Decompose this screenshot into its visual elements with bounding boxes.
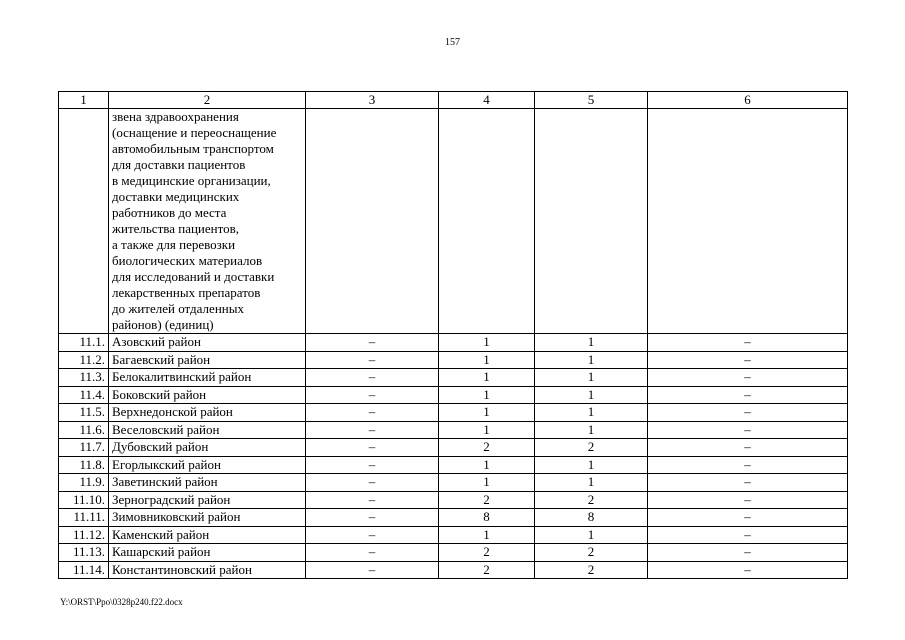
value-cell-col3: – [306, 404, 439, 422]
value-cell-col3: – [306, 369, 439, 387]
district-name-cell: Дубовский район [109, 439, 306, 457]
district-name-cell: Зерноградский район [109, 491, 306, 509]
value-cell-col6: – [648, 456, 848, 474]
value-cell-col5: 2 [535, 561, 648, 579]
description-empty-cell [535, 109, 648, 334]
district-name-cell: Азовский район [109, 334, 306, 352]
description-empty-cell [306, 109, 439, 334]
row-number-cell: 11.14. [59, 561, 109, 579]
value-cell-col5: 1 [535, 404, 648, 422]
description-line: до жителей отдаленных [112, 301, 244, 316]
value-cell-col6: – [648, 439, 848, 457]
table-row [59, 386, 848, 404]
row-number-cell: 11.11. [59, 509, 109, 527]
value-cell-col5: 1 [535, 351, 648, 369]
value-cell-col3: – [306, 439, 439, 457]
table-row [59, 404, 848, 422]
table-row [59, 334, 848, 352]
value-cell-col6: – [648, 369, 848, 387]
description-line: звена здравоохранения [112, 109, 239, 124]
value-cell-col6: – [648, 561, 848, 579]
description-line: (оснащение и переоснащение [112, 125, 277, 140]
district-name-cell: Егорлыкский район [109, 456, 306, 474]
table-row [59, 421, 848, 439]
value-cell-col3: – [306, 421, 439, 439]
row-number-cell: 11.2. [59, 351, 109, 369]
row-number-cell: 11.12. [59, 526, 109, 544]
value-cell-col4: 2 [439, 491, 535, 509]
column-header: 5 [535, 92, 648, 109]
value-cell-col6: – [648, 386, 848, 404]
value-cell-col4: 1 [439, 351, 535, 369]
value-cell-col4: 1 [439, 526, 535, 544]
value-cell-col4: 1 [439, 334, 535, 352]
value-cell-col6: – [648, 526, 848, 544]
description-row [59, 109, 848, 334]
value-cell-col5: 1 [535, 474, 648, 492]
description-num-cell [59, 109, 109, 334]
description-line: районов) (единиц) [112, 317, 214, 332]
value-cell-col4: 1 [439, 369, 535, 387]
column-number-row [59, 92, 848, 109]
description-empty-cell [648, 109, 848, 334]
data-table [58, 91, 848, 579]
value-cell-col5: 1 [535, 456, 648, 474]
description-line: а также для перевозки [112, 237, 236, 252]
value-cell-col4: 2 [439, 544, 535, 562]
value-cell-col4: 1 [439, 456, 535, 474]
value-cell-col6: – [648, 509, 848, 527]
value-cell-col3: – [306, 561, 439, 579]
value-cell-col6: – [648, 474, 848, 492]
row-number-cell: 11.7. [59, 439, 109, 457]
district-name-cell: Заветинский район [109, 474, 306, 492]
value-cell-col3: – [306, 456, 439, 474]
value-cell-col5: 2 [535, 544, 648, 562]
value-cell-col4: 8 [439, 509, 535, 527]
value-cell-col3: – [306, 351, 439, 369]
description-line: для исследований и доставки [112, 269, 275, 284]
value-cell-col6: – [648, 544, 848, 562]
value-cell-col6: – [648, 334, 848, 352]
column-header: 2 [109, 92, 306, 109]
row-number-cell: 11.13. [59, 544, 109, 562]
column-header: 6 [648, 92, 848, 109]
district-name-cell: Верхнедонской район [109, 404, 306, 422]
value-cell-col3: – [306, 386, 439, 404]
value-cell-col3: – [306, 544, 439, 562]
value-cell-col4: 1 [439, 404, 535, 422]
footer-file-path: Y:\ORST\Ppo\0328p240.f22.docx [60, 597, 183, 607]
page-number: 157 [445, 37, 460, 48]
district-name-cell: Боковский район [109, 386, 306, 404]
value-cell-col6: – [648, 491, 848, 509]
district-name-cell: Багаевский район [109, 351, 306, 369]
description-line: в медицинские организации, [112, 173, 271, 188]
table-row [59, 561, 848, 579]
table-row [59, 456, 848, 474]
value-cell-col5: 8 [535, 509, 648, 527]
value-cell-col5: 1 [535, 526, 648, 544]
district-name-cell: Константиновский район [109, 561, 306, 579]
district-name-cell: Белокалитвинский район [109, 369, 306, 387]
value-cell-col5: 1 [535, 334, 648, 352]
description-line: работников до места [112, 205, 227, 220]
description-cell [109, 109, 306, 334]
row-number-cell: 11.4. [59, 386, 109, 404]
description-line: для доставки пациентов [112, 157, 246, 172]
row-number-cell: 11.5. [59, 404, 109, 422]
row-number-cell: 11.8. [59, 456, 109, 474]
value-cell-col4: 1 [439, 421, 535, 439]
table-row [59, 369, 848, 387]
row-number-cell: 11.6. [59, 421, 109, 439]
row-number-cell: 11.10. [59, 491, 109, 509]
value-cell-col5: 2 [535, 491, 648, 509]
district-name-cell: Кашарский район [109, 544, 306, 562]
value-cell-col3: – [306, 491, 439, 509]
value-cell-col3: – [306, 509, 439, 527]
value-cell-col5: 1 [535, 369, 648, 387]
column-header: 1 [59, 92, 109, 109]
value-cell-col4: 2 [439, 439, 535, 457]
district-name-cell: Каменский район [109, 526, 306, 544]
table-row [59, 526, 848, 544]
table-row [59, 439, 848, 457]
row-number-cell: 11.1. [59, 334, 109, 352]
value-cell-col6: – [648, 421, 848, 439]
description-line: доставки медицинских [112, 189, 240, 204]
value-cell-col6: – [648, 404, 848, 422]
table-row [59, 491, 848, 509]
value-cell-col5: 1 [535, 386, 648, 404]
value-cell-col3: – [306, 334, 439, 352]
value-cell-col3: – [306, 474, 439, 492]
description-empty-cell [439, 109, 535, 334]
row-number-cell: 11.9. [59, 474, 109, 492]
table-row [59, 509, 848, 527]
description-line: автомобильным транспортом [112, 141, 274, 156]
district-name-cell: Веселовский район [109, 421, 306, 439]
value-cell-col5: 2 [535, 439, 648, 457]
value-cell-col4: 2 [439, 561, 535, 579]
value-cell-col4: 1 [439, 386, 535, 404]
table-row [59, 351, 848, 369]
value-cell-col4: 1 [439, 474, 535, 492]
value-cell-col5: 1 [535, 421, 648, 439]
value-cell-col3: – [306, 526, 439, 544]
description-line: жительства пациентов, [112, 221, 240, 236]
value-cell-col6: – [648, 351, 848, 369]
description-line: биологических материалов [112, 253, 263, 268]
description-line: лекарственных препаратов [112, 285, 261, 300]
district-name-cell: Зимовниковский район [109, 509, 306, 527]
table-row [59, 474, 848, 492]
table-row [59, 544, 848, 562]
row-number-cell: 11.3. [59, 369, 109, 387]
column-header: 3 [306, 92, 439, 109]
column-header: 4 [439, 92, 535, 109]
